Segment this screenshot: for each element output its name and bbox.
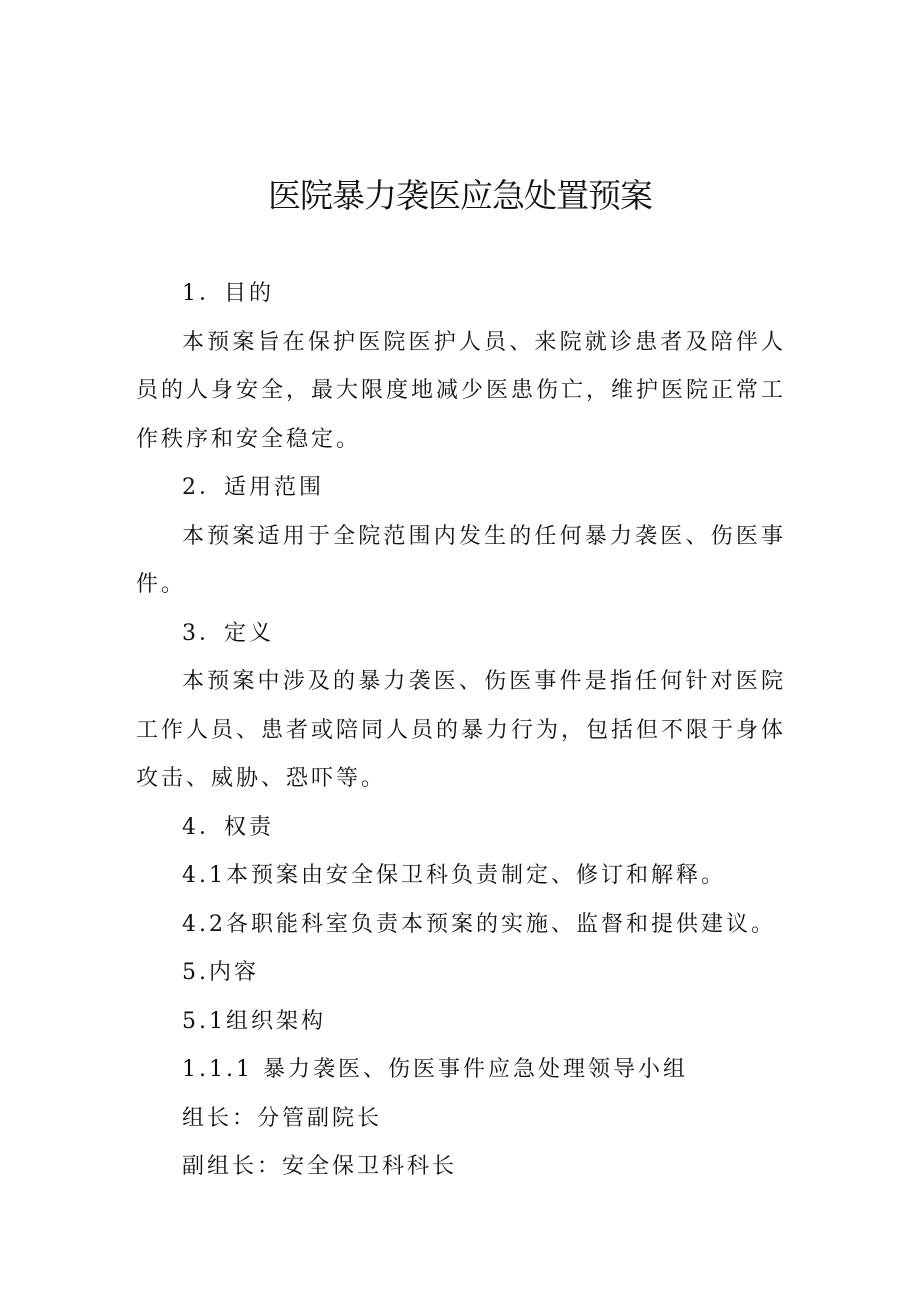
section-heading-purpose: 1．目的: [182, 281, 274, 306]
paragraph-responsibility-4-2: 4.2各职能科室负责本预案的实施、监督和提供建议。: [182, 911, 776, 937]
paragraph-scope: 本预案适用于全院范围内发生的任何暴力袭医、伤医事件。: [136, 523, 786, 597]
document-title: 医院暴力袭医应急处置预案: [268, 176, 652, 215]
paragraph-purpose: 本预案旨在保护医院医护人员、来院就诊患者及陪伴人员的人身安全，最大限度地减少医患伤亡，维护医院正常工作秩序和安全稳定。: [136, 329, 787, 452]
subsection-heading-leadership-group: 1.1.1 暴力袭医、伤医事件应急处理领导小组: [182, 1057, 688, 1082]
paragraph-definition: 本预案中涉及的暴力袭医、伤医事件是指任何针对医院工作人员、患者或陪同人员的暴力行为，包括但不限于身体攻击、威胁、恐吓等。: [136, 669, 787, 791]
subsection-heading-organization: 5.1组织架构: [182, 1008, 326, 1034]
document-body: [136, 270, 786, 1192]
paragraph-responsibility-4-1: 4.1本预案由安全保卫科负责制定、修订和解释。: [182, 863, 726, 888]
section-heading-scope: 2．适用范围: [182, 475, 324, 500]
section-heading-responsibilities: 4．权责: [182, 814, 274, 840]
paragraph-deputy-leader: 副组长：安全保卫科科长: [182, 1154, 458, 1179]
section-heading-definition: 3．定义: [182, 620, 274, 646]
section-heading-content: 5.内容: [182, 960, 259, 985]
paragraph-group-leader: 组长：分管副院长: [182, 1105, 383, 1131]
